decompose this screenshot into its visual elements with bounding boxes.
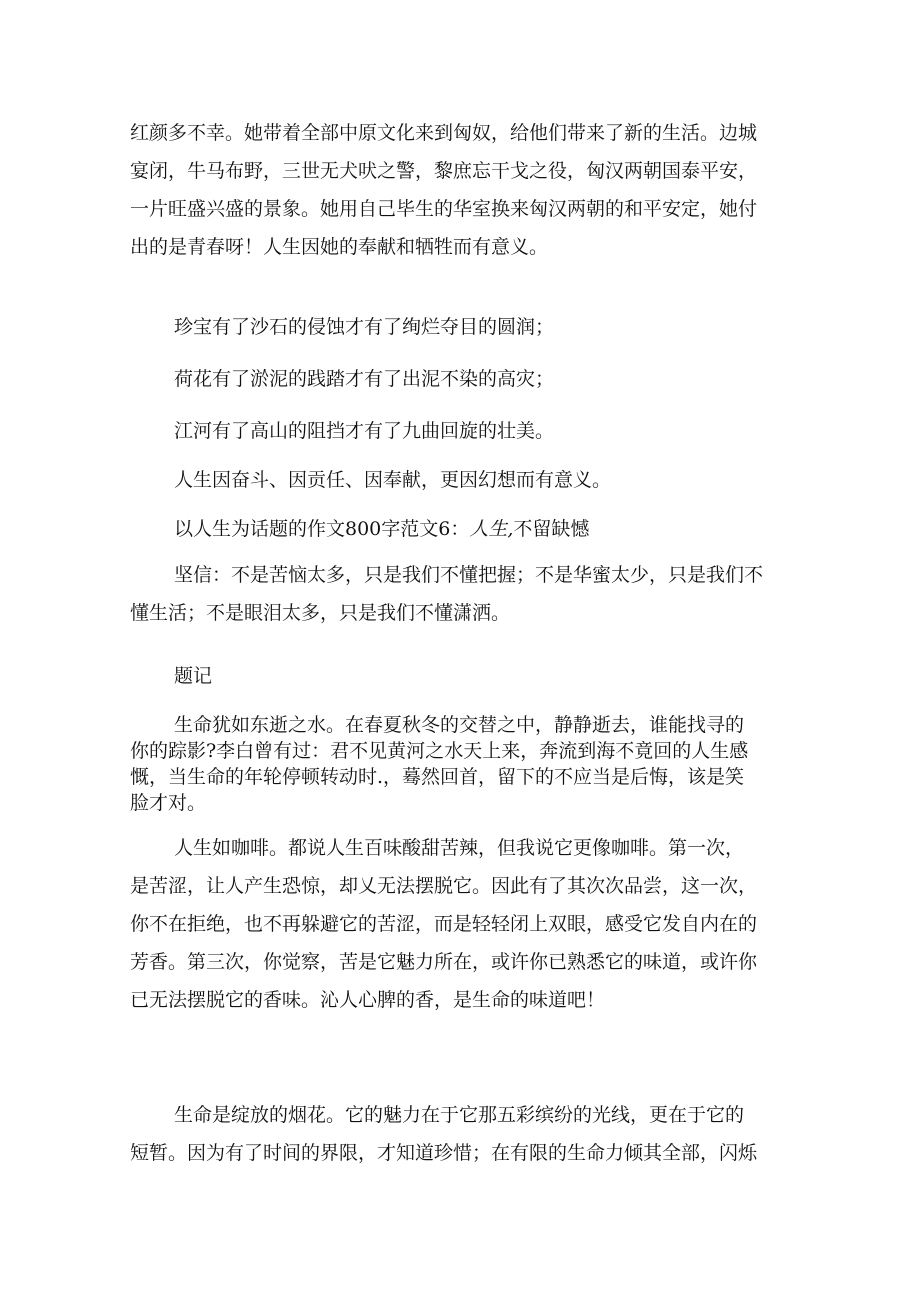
paragraph-river: 江河有了高山的阻挡才有了九曲回旋的壮美。 [174, 420, 555, 442]
text-line: 芳香。第三次，你觉察，苦是它魅力所在，或许你已熟悉它的味道，或许你 [130, 951, 758, 973]
paragraph-fireworks [130, 1096, 790, 1172]
text-line: 脸才对。 [130, 792, 207, 814]
text-line: 慨，当生命的年轮停顿转动时.，蓦然回首，留下的不应当是后悔，该是笑 [130, 766, 745, 788]
essay-heading-suffix: 不留缺憾 [513, 518, 590, 540]
paragraph-belief [130, 556, 790, 632]
text-line: 已无法摆脱它的香味。沁人心脾的香，是生命的味道吧！ [130, 989, 606, 1011]
essay-heading [130, 510, 790, 548]
paragraph-wang-zhaojun [130, 114, 790, 266]
text-line: 生命犹如东逝之水。在春夏秋冬的交替之中，静静逝去，谁能找寻的 [174, 714, 745, 736]
epigraph-label: 题记 [174, 665, 213, 687]
text-line: 是苦涩，让人产生恐惊，却乂无法摆脱它。因此有了其次次品尝，这一次， [130, 875, 758, 897]
text-line: 你不在拒绝，也不再躲避它的苦涩，而是轻轻闭上双眼，感受它发自内在的 [130, 913, 758, 935]
paragraph-flowing-water [130, 712, 790, 816]
text-line: 你的踪影?李白曾有过：君不见黄河之水天上来，奔流到海不竟回的人生感 [130, 740, 749, 762]
paragraph-lotus: 荷花有了淤泥的践踏才有了出泥不染的高灾； [174, 368, 555, 390]
text-line: 坚信：不是苦恼太多，只是我们不懂把握；不是华蜜太少，只是我们不 [174, 564, 764, 586]
text-line: 一片旺盛兴盛的景象。她用自己毕生的华室换来匈汉两朝的和平安定，她付 [130, 198, 758, 220]
text-line: 生命是绽放的烟花。它的魅力在于它那五彩缤纷的光线，更在于它的 [174, 1104, 745, 1126]
essay-heading-prefix: 以人生为话题的作文800字范文6： [174, 518, 470, 540]
text-line: 出的是青春呀！人生因她的奉献和牺牲而有意义。 [130, 236, 549, 258]
essay-heading-title-italic: 人生, [469, 518, 514, 540]
paragraph-meaning: 人生因奋斗、因贡任、因奉献，更因幻想而有意义。 [174, 469, 612, 491]
text-line: 短暂。因为有了时间的界限，才知道珍惜；在有限的生命力倾其全部，闪烁 [130, 1142, 758, 1164]
paragraph-coffee [130, 829, 790, 1019]
text-line: 红颜多不幸。她带着全部中原文化来到匈奴，给他们带来了新的生活。边城 [130, 122, 758, 144]
text-line: 宴闭，牛马布野，三世无犬吠之警，黎庶忘干戈之役，匈汉两朝国泰平安， [130, 160, 758, 182]
text-line: 懂生活；不是眼泪太多，只是我们不懂潇洒。 [130, 602, 511, 624]
text-line: 人生如咖啡。都说人生百味酸甜苦辣，但我说它更像咖啡。第一次， [174, 837, 745, 859]
paragraph-pearl: 珍宝有了沙石的侵蚀才有了绚烂夺目的圆润； [174, 316, 555, 338]
